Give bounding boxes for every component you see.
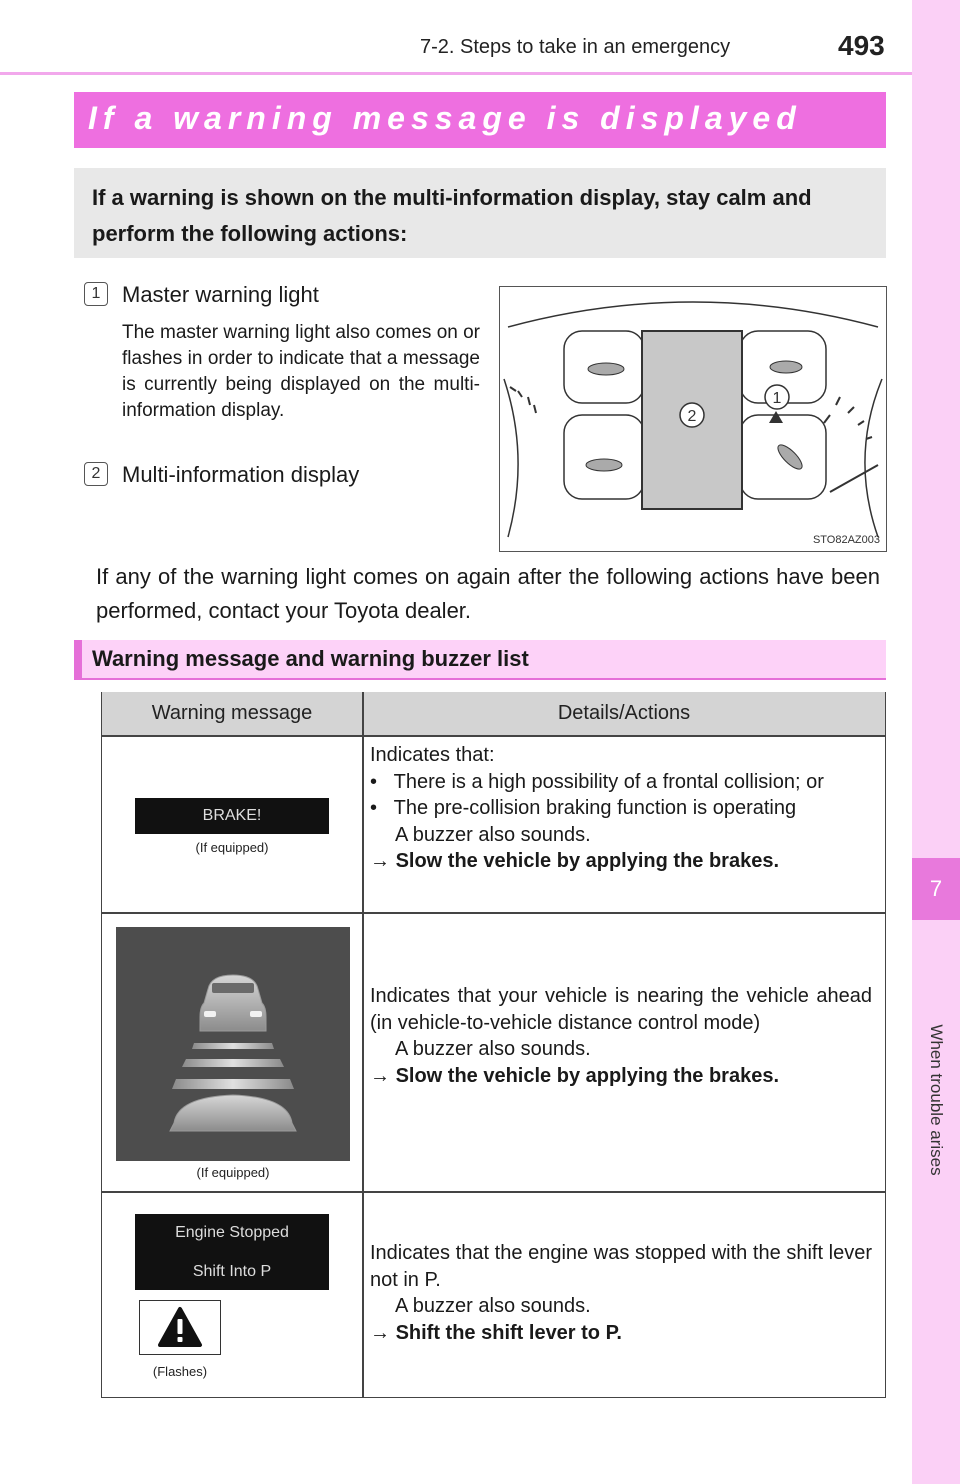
table-column-divider [362,692,364,1398]
page-title: If a warning message is displayed [88,100,802,136]
row3-detail: Indicates that the engine was stopped with the shift lever not in P. [370,1242,872,1291]
display-line-shift-into-p: Shift Into P [192,1263,272,1280]
table-header-warning-message: Warning message [102,692,362,736]
row2-action: → Slow the vehicle by applying the brakes. [370,1064,780,1087]
section-heading: 7-2. Steps to take in an emergency [420,36,731,58]
distance-warning-image [116,927,350,1161]
row2-details [370,983,872,1089]
cluster-illustration [500,287,886,551]
row1-bullet-2: • The pre-collision braking function is operating [370,797,797,819]
header-rule [0,72,912,75]
row3-caption: (Flashes) [152,1364,208,1379]
row1-details [370,742,872,875]
diagram-callout-2: 2 [687,408,697,425]
item-number-1: 1 [84,282,108,306]
arrow-icon: → [370,1064,390,1087]
chapter-side-tab [912,0,960,1484]
row1-bullet-1: • There is a high possibility of a frontal collision; or [370,770,824,793]
diagram-callout-1: 1 [772,390,782,407]
row1-intro: Indicates that: [370,744,495,766]
vehicle-ahead-icon [116,927,350,1161]
diagram-code: STO82AZ003 [812,534,880,546]
table-row-rule [101,912,886,914]
warning-triangle-icon [139,1300,221,1355]
row2-caption: (If equipped) [196,1165,270,1180]
intro-box [74,168,886,258]
table-header-rule [101,735,886,737]
intro-text: If a warning is shown on the multi-information display, stay calm and perform the following actions: [92,185,812,246]
row1-buzzer: A buzzer also sounds. [395,823,591,846]
subheading-bar [74,640,886,680]
table-row-rule [101,1191,886,1193]
item-label-master-warning: Master warning light [122,282,319,307]
item-number-2: 2 [84,462,108,486]
table-header-details-actions: Details/Actions [363,692,885,736]
title-banner [74,92,886,148]
row2-detail: Indicates that your vehicle is nearing the vehicle ahead (in vehicle-to-vehicle distance control mode) [370,985,872,1034]
page-number: 493 [838,30,885,61]
chapter-title: When trouble arises [927,1024,946,1176]
item-label-multi-info-display: Multi-information display [122,462,360,487]
chapter-title-tab[interactable] [912,1024,960,1176]
engine-stopped-display [135,1214,329,1290]
brake-display: BRAKE! [135,798,329,834]
item-description-master-warning: The master warning light also comes on or flashes in order to indicate that a message is currently being displayed on the multi-information display. [122,322,480,421]
row3-buzzer: A buzzer also sounds. [395,1295,591,1317]
row1-action: → Slow the vehicle by applying the brakes. [370,850,780,872]
display-line-engine-stopped: Engine Stopped [175,1224,289,1241]
dealer-paragraph: If any of the warning light comes on again after the following actions have been performed, contact your Toyota dealer. [96,564,880,623]
instrument-cluster-diagram [499,286,887,552]
row3-details [370,1240,872,1346]
subheading: Warning message and warning buzzer list [92,646,529,671]
row3-action: → Shift the shift lever to P. [370,1321,622,1344]
arrow-icon: → [370,1321,390,1344]
row2-buzzer: A buzzer also sounds. [395,1038,591,1060]
chapter-number-tab[interactable]: 7 [912,858,960,920]
arrow-icon: → [370,850,390,872]
row1-caption: (If equipped) [195,840,269,855]
